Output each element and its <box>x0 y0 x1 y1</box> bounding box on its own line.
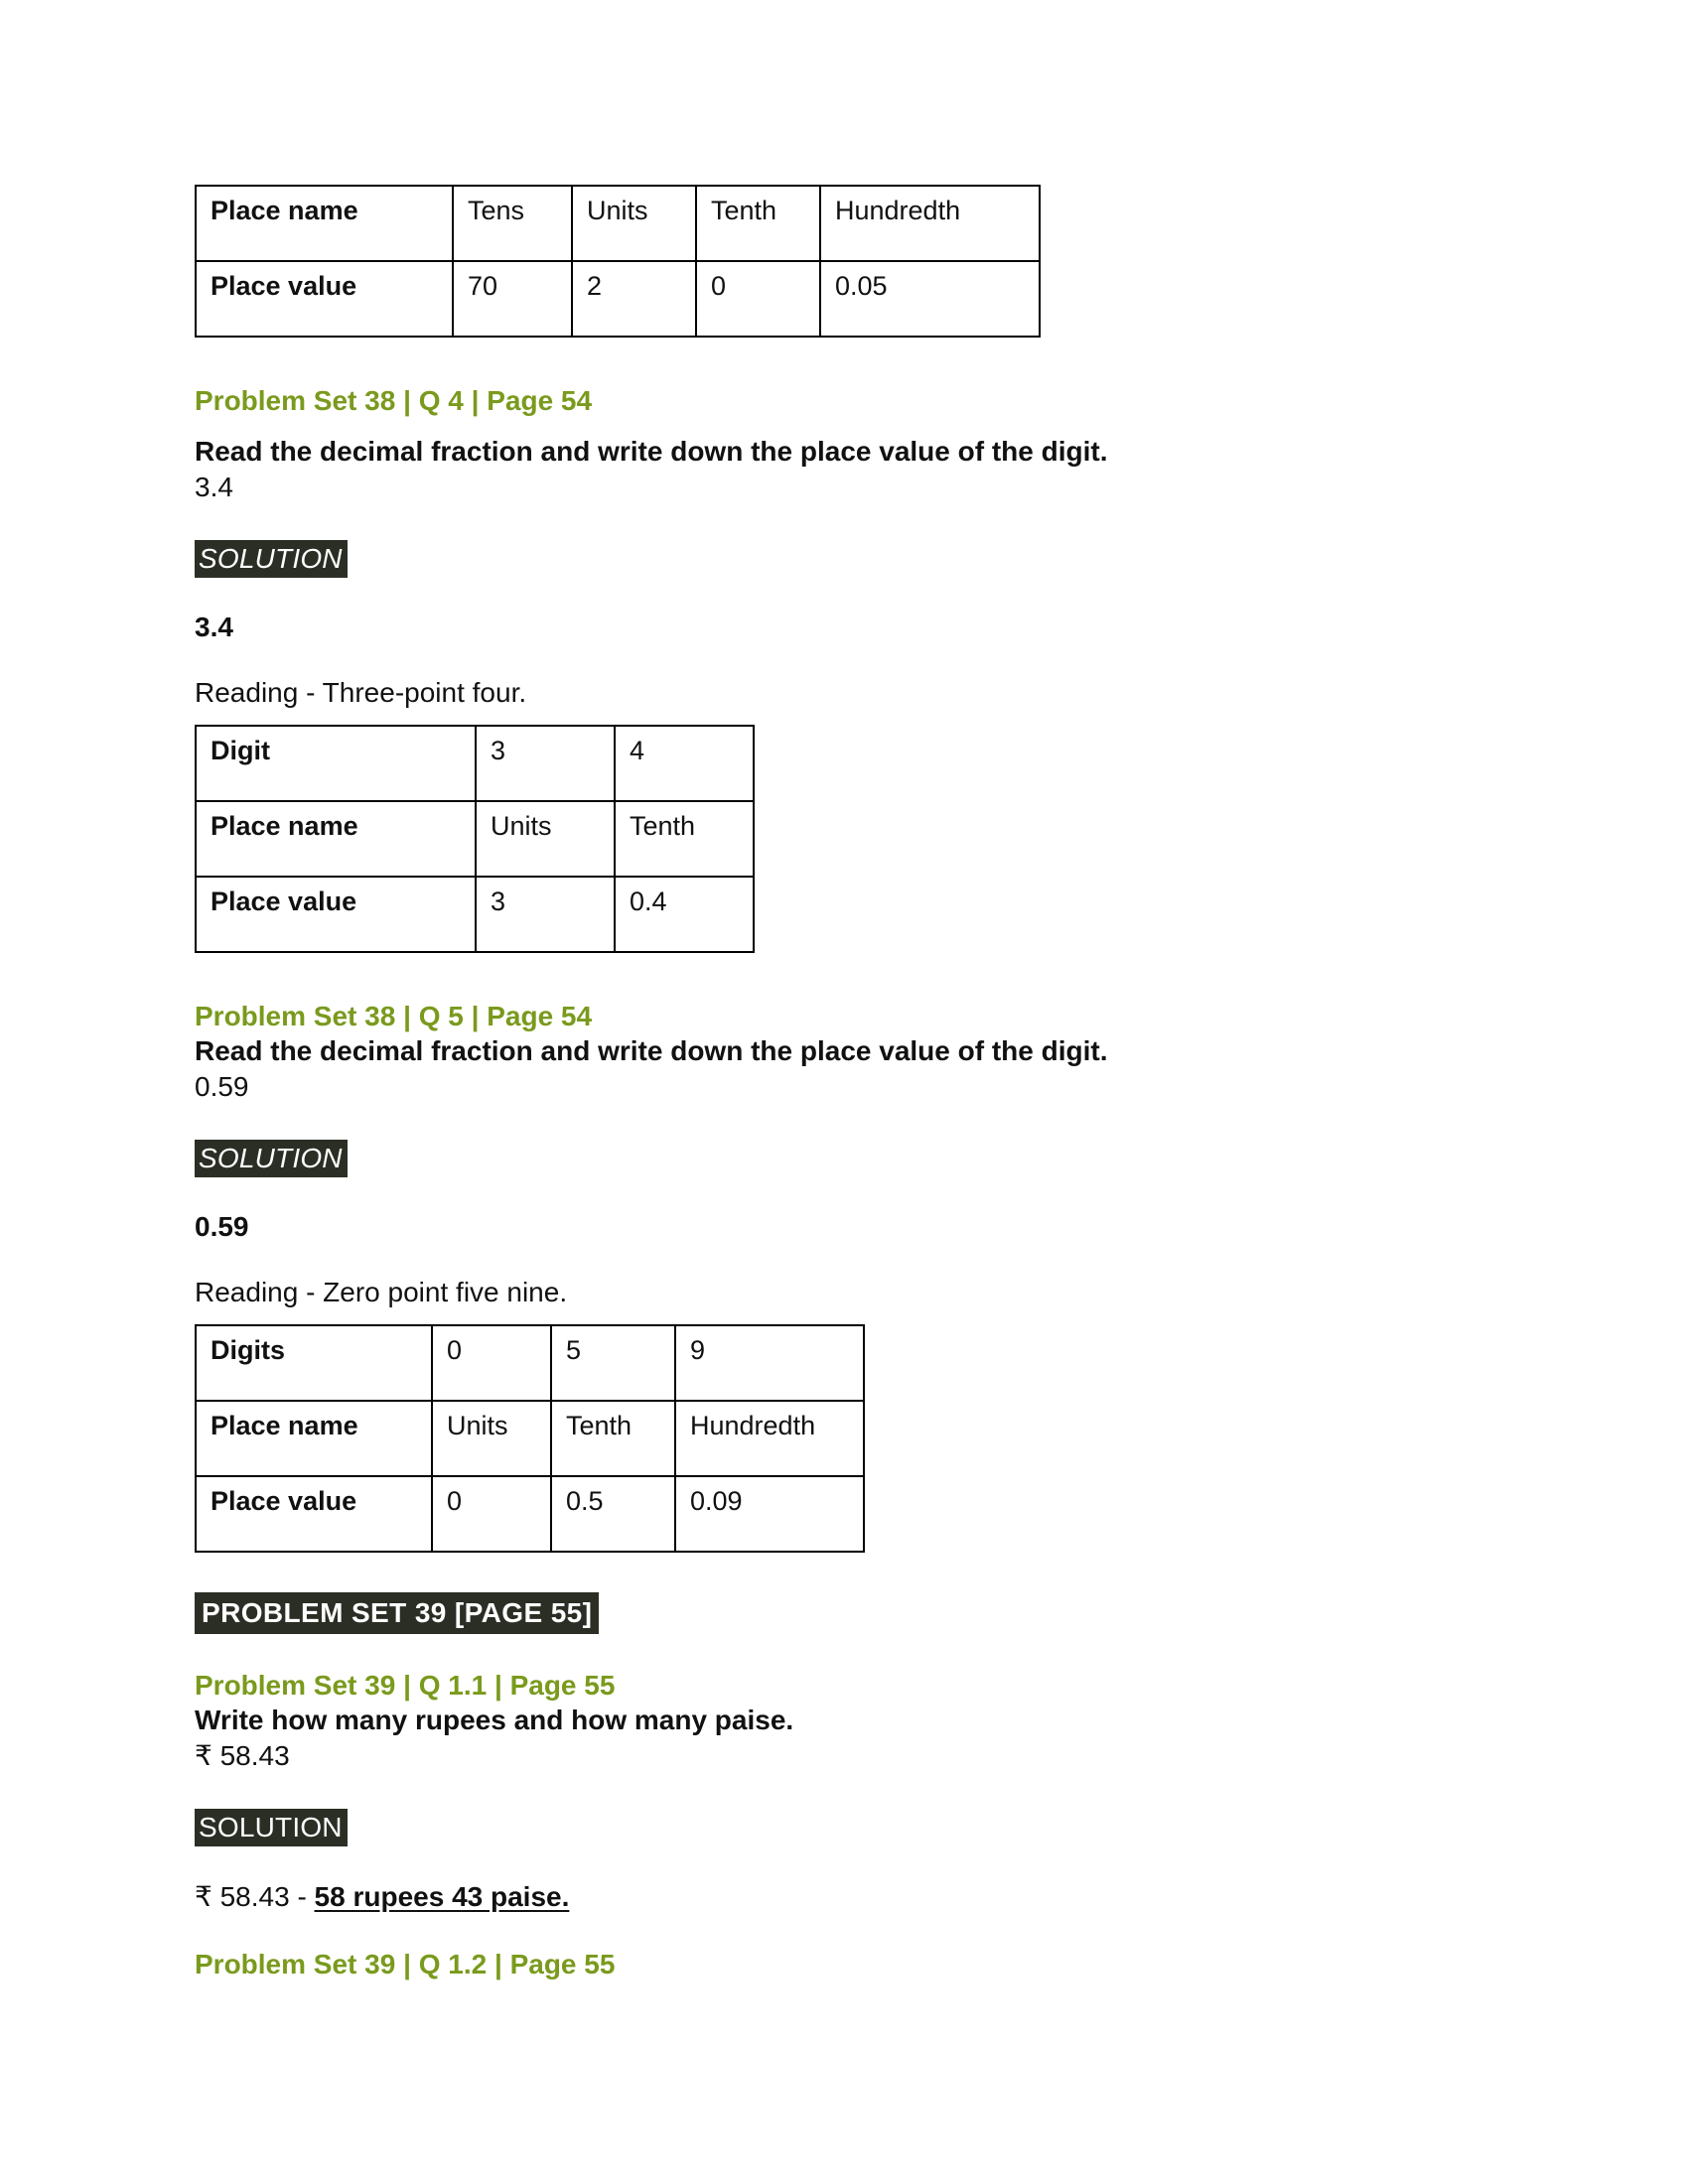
table-cell: 0.09 <box>675 1476 864 1552</box>
table-cell: Units <box>432 1401 551 1476</box>
table-cell: 3 <box>476 726 615 801</box>
question-heading-q1-1[interactable]: Problem Set 39 | Q 1.1 | Page 55 <box>195 1670 616 1702</box>
question-value-q5: 0.59 <box>195 1071 249 1103</box>
table-cell: 3 <box>476 877 615 952</box>
row-label: Place name <box>196 1401 432 1476</box>
table-cell: Units <box>572 186 696 261</box>
table-row <box>196 1476 864 1552</box>
table-row <box>196 726 754 801</box>
table-cell: 2 <box>572 261 696 337</box>
question-heading-q4[interactable]: Problem Set 38 | Q 4 | Page 54 <box>195 385 593 417</box>
document-content <box>195 185 1485 1981</box>
table-cell: 0.05 <box>820 261 1040 337</box>
table-cell: 4 <box>615 726 754 801</box>
table-row <box>196 877 754 952</box>
table-cell: 0 <box>432 1476 551 1552</box>
question-text-q1-1: Write how many rupees and how many paise. <box>195 1705 794 1736</box>
question-heading-q5[interactable]: Problem Set 38 | Q 5 | Page 54 <box>195 1001 593 1032</box>
table-row <box>196 186 1040 261</box>
table-cell: 70 <box>453 261 572 337</box>
solution-value-q5: 0.59 <box>195 1210 249 1242</box>
table-row <box>196 1401 864 1476</box>
row-label: Place value <box>196 877 476 952</box>
table-cell: Tenth <box>551 1401 675 1476</box>
table-cell: Hundredth <box>675 1401 864 1476</box>
answer-highlight: 58 rupees 43 paise. <box>314 1880 570 1912</box>
section-bar-problem-set-39: PROBLEM SET 39 [PAGE 55] <box>195 1592 599 1634</box>
row-label: Digits <box>196 1325 432 1401</box>
question-value-q1-1: ₹ 58.43 <box>195 1740 290 1772</box>
table-cell: Tens <box>453 186 572 261</box>
table-cell: Hundredth <box>820 186 1040 261</box>
reading-text-q4: Reading - Three-point four. <box>195 676 527 708</box>
answer-prefix: ₹ 58.43 - <box>195 1880 315 1912</box>
reading-text-q5: Reading - Zero point five nine. <box>195 1276 568 1307</box>
table-cell: 0 <box>432 1325 551 1401</box>
solution-value-q4: 3.4 <box>195 611 233 642</box>
row-label: Place name <box>196 801 476 877</box>
place-value-table-top <box>195 185 1041 338</box>
table-cell: 0 <box>696 261 820 337</box>
place-value-table-q4 <box>195 725 755 953</box>
table-cell: 5 <box>551 1325 675 1401</box>
table-row <box>196 1325 864 1401</box>
table-row <box>196 261 1040 337</box>
question-heading-q1-2[interactable]: Problem Set 39 | Q 1.2 | Page 55 <box>195 1948 616 1979</box>
solution-badge-q4: SOLUTION <box>195 540 348 578</box>
row-label: Place value <box>196 1476 432 1552</box>
table-row <box>196 801 754 877</box>
table-cell: Tenth <box>615 801 754 877</box>
row-label: Place value <box>196 261 453 337</box>
table-cell: 0.5 <box>551 1476 675 1552</box>
question-text-q4: Read the decimal fraction and write down the place value of the digit. <box>195 436 1108 468</box>
row-label: Place name <box>196 186 453 261</box>
place-value-table-q5 <box>195 1324 865 1553</box>
table-cell: Tenth <box>696 186 820 261</box>
row-label: Digit <box>196 726 476 801</box>
solution-badge-q5: SOLUTION <box>195 1140 348 1177</box>
table-cell: 0.4 <box>615 877 754 952</box>
question-value-q4: 3.4 <box>195 472 233 503</box>
answer-line-q1-1 <box>195 1880 1485 1913</box>
table-cell: 9 <box>675 1325 864 1401</box>
solution-badge-q1-1: SOLUTION <box>195 1809 348 1846</box>
table-cell: Units <box>476 801 615 877</box>
question-text-q5: Read the decimal fraction and write down the place value of the digit. <box>195 1035 1108 1067</box>
